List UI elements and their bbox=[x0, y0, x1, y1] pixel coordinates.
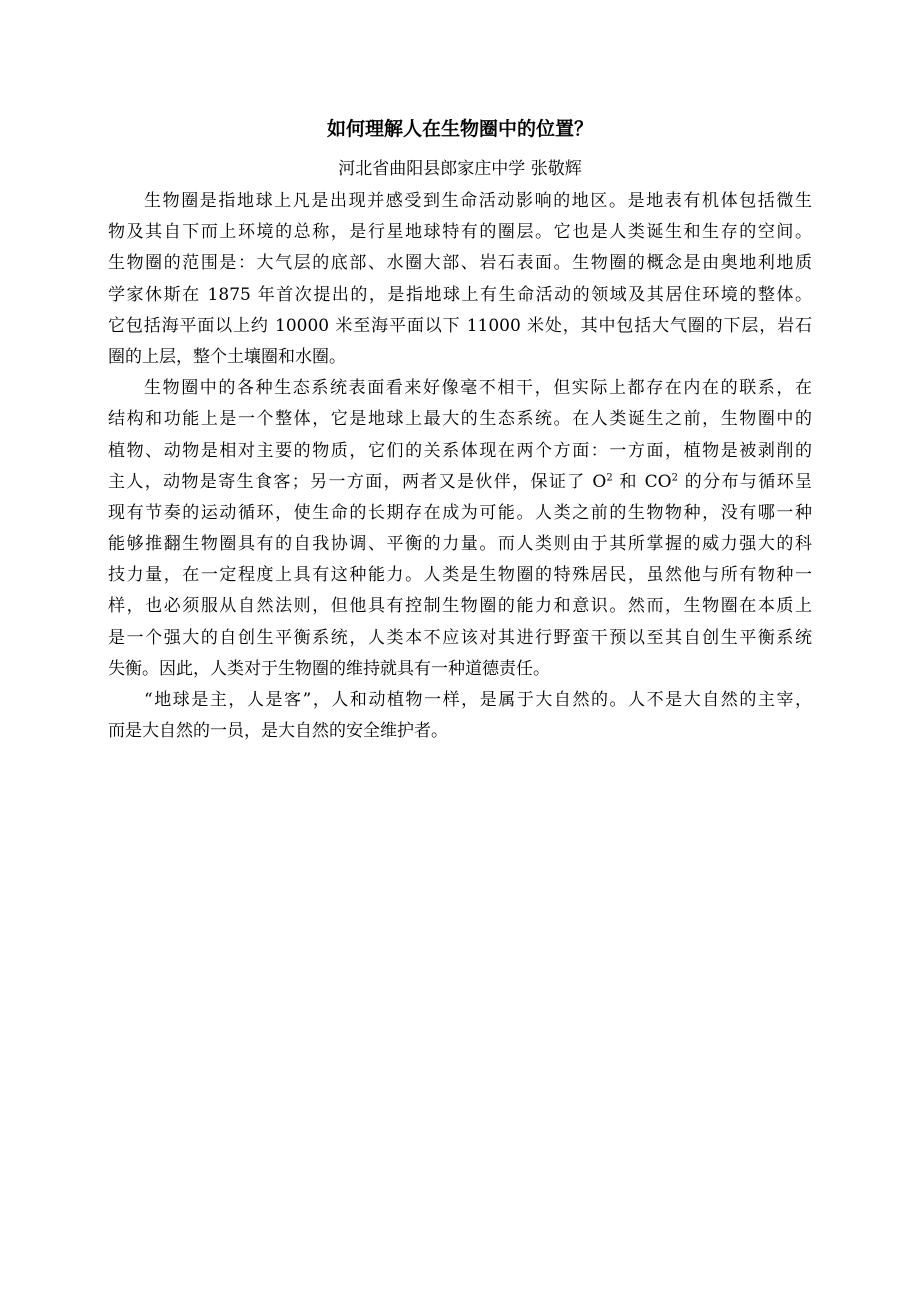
paragraph-line: 生物圈中的各种生态系统表面看来好像毫不相干，但实际上都存在内在的联系，在 bbox=[144, 378, 812, 399]
document-body bbox=[108, 186, 812, 747]
paragraph-line: 生物圈是指地球上凡是出现并感受到生命活动影响的地区。是地表有机体包括微生 bbox=[144, 191, 812, 211]
paragraph-line-with-formulas bbox=[108, 467, 812, 498]
paragraph-line: 物及其自下而上环境的总称，是行星地球特有的圈层。它也是人类诞生和生存的空间。 bbox=[108, 222, 812, 243]
paragraph-line: 它包括海平面以上约 10000 米至海平面以下 11000 米处，其中包括大气圈的下层，岩石 bbox=[108, 315, 812, 336]
paragraph-line: 技力量，在一定程度上具有这种能力。人类是生物圈的特殊居民，虽然他与所有物种一 bbox=[108, 565, 812, 586]
paragraph-line: 能够推翻生物圈具有的自我协调、平衡的力量。而人类则由于其所掌握的威力强大的科 bbox=[108, 534, 812, 555]
paragraph-line: 圈的上层，整个土壤圈和水圈。 bbox=[108, 346, 346, 367]
paragraph-line: 失衡。因此，人类对于生物圈的维持就具有一种道德责任。 bbox=[108, 658, 550, 679]
paragraph-line: 而是大自然的一员，是大自然的安全维护者。 bbox=[108, 721, 448, 742]
author-byline: 河北省曲阳县郎家庄中学 张敬辉 bbox=[338, 159, 582, 179]
paragraph-3 bbox=[108, 685, 812, 747]
paragraph-line: 结构和功能上是一个整体，它是地球上最大的生态系统。在人类诞生之前，生物圈中的 bbox=[108, 409, 812, 430]
paragraph-line: 现有节奏的运动循环，使生命的长期存在成为可能。人类之前的生物物种，没有哪一种 bbox=[108, 502, 812, 523]
line-text-before: 主人，动物是寄生食客；另一方面，两者又是伙伴，保证了 O bbox=[108, 471, 607, 492]
paragraph-1 bbox=[108, 186, 812, 373]
line-text-after: 的分布与循环呈 bbox=[678, 471, 813, 492]
paragraph-line: “地球是主，人是客”，人和动植物一样，是属于大自然的。人不是大自然的主宰， bbox=[144, 690, 812, 710]
paragraph-line: 样，也必须服从自然法则，但他具有控制生物圈的能力和意识。然而，生物圈在本质上 bbox=[108, 596, 812, 617]
paragraph-line: 植物、动物是相对主要的物质，它们的关系体现在两个方面：一方面，植物是被剥削的 bbox=[108, 440, 812, 461]
paragraph-2 bbox=[108, 373, 812, 685]
document-title: 如何理解人在生物圈中的位置？ bbox=[326, 118, 593, 140]
oxygen-subscript: 2 bbox=[606, 472, 613, 484]
paragraph-line: 生物圈的范围是：大气层的底部、水圈大部、岩石表面。生物圈的概念是由奥地利地质 bbox=[108, 253, 812, 274]
paragraph-line: 是一个强大的自创生平衡系统，人类本不应该对其进行野蛮干预以至其自创生平衡系统 bbox=[108, 627, 812, 648]
line-text-middle: 和 CO bbox=[612, 471, 672, 492]
co2-subscript: 2 bbox=[671, 472, 678, 484]
paragraph-line: 学家休斯在 1875 年首次提出的，是指地球上有生命活动的领域及其居住环境的整体。 bbox=[108, 284, 812, 305]
